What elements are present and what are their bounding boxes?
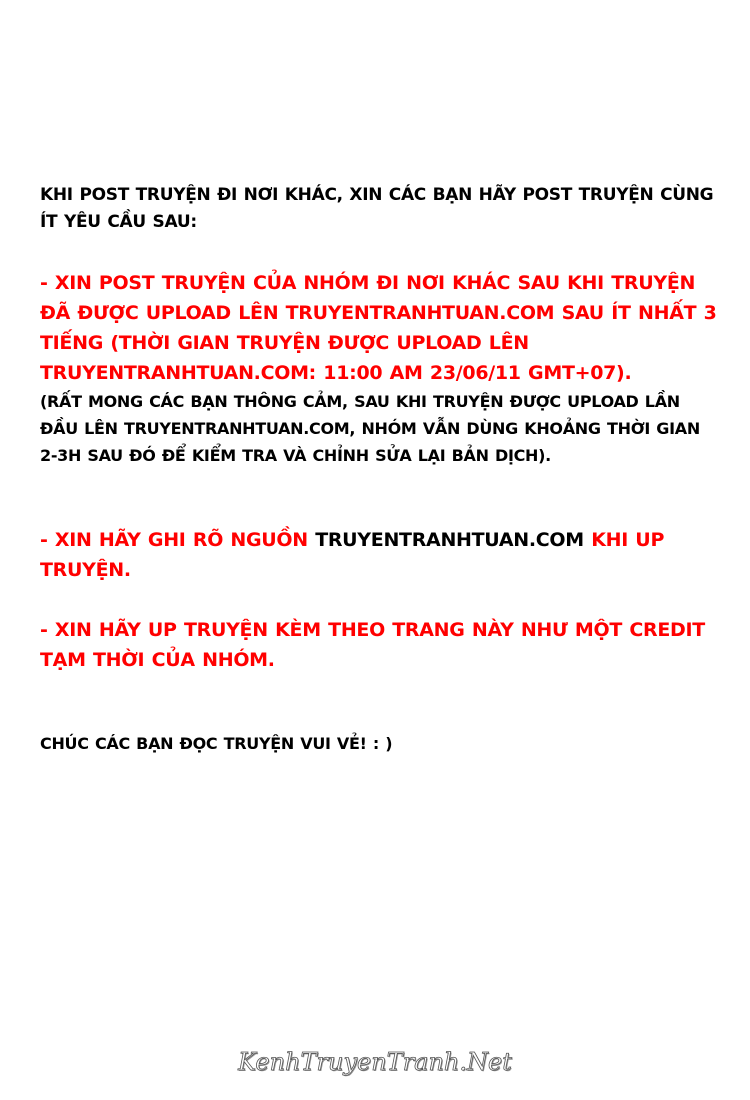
rule-1-note: (RẤT MONG CÁC BẠN THÔNG CẢM, SAU KHI TRUYỆN ĐƯỢC UPLOAD LẦN ĐẦU LÊN TRUYENTRANHTUAN.COM, NHÓM VẪN DÙNG KHOẢNG THỜI GIAN 2-3H SAU ĐÓ ĐỂ KIỂM TRA VÀ CHỈNH SỬA LẠI BẢN DỊCH).	[40, 392, 700, 465]
rule-1-text: - XIN POST TRUYỆN CỦA NHÓM ĐI NƠI KHÁC SAU KHI TRUYỆN ĐÃ ĐƯỢC UPLOAD LÊN TRUYENTRANHTUAN.COM SAU ÍT NHẤT 3 TIẾNG (THỜI GIAN TRUYỆN ĐƯỢC UPLOAD LÊN TRUYENTRANHTUAN.COM: 11:00 AM 23/06/11 GMT+07).	[40, 272, 717, 384]
rule-2	[40, 525, 720, 585]
rule-2-source: TRUYENTRANHTUAN.COM	[315, 529, 584, 551]
watermark-text: KenhTruyenTranh.Net	[238, 1048, 512, 1076]
rule-2-text-end: KHI UP TRUYỆN.	[40, 529, 665, 581]
closing-text: CHÚC CÁC BẠN ĐỌC TRUYỆN VUI VẺ! : )	[40, 734, 393, 753]
rule-1	[40, 268, 720, 469]
rule-2-text-start: - XIN HÃY GHI RÕ NGUỒN	[40, 529, 308, 551]
intro-text: KHI POST TRUYỆN ĐI NƠI KHÁC, XIN CÁC BẠN HÃY POST TRUYỆN CÙNG ÍT YÊU CẦU SAU:	[40, 185, 714, 232]
rule-3: - XIN HÃY UP TRUYỆN KÈM THEO TRANG NÀY NHƯ MỘT CREDIT TẠM THỜI CỦA NHÓM.	[40, 619, 705, 671]
